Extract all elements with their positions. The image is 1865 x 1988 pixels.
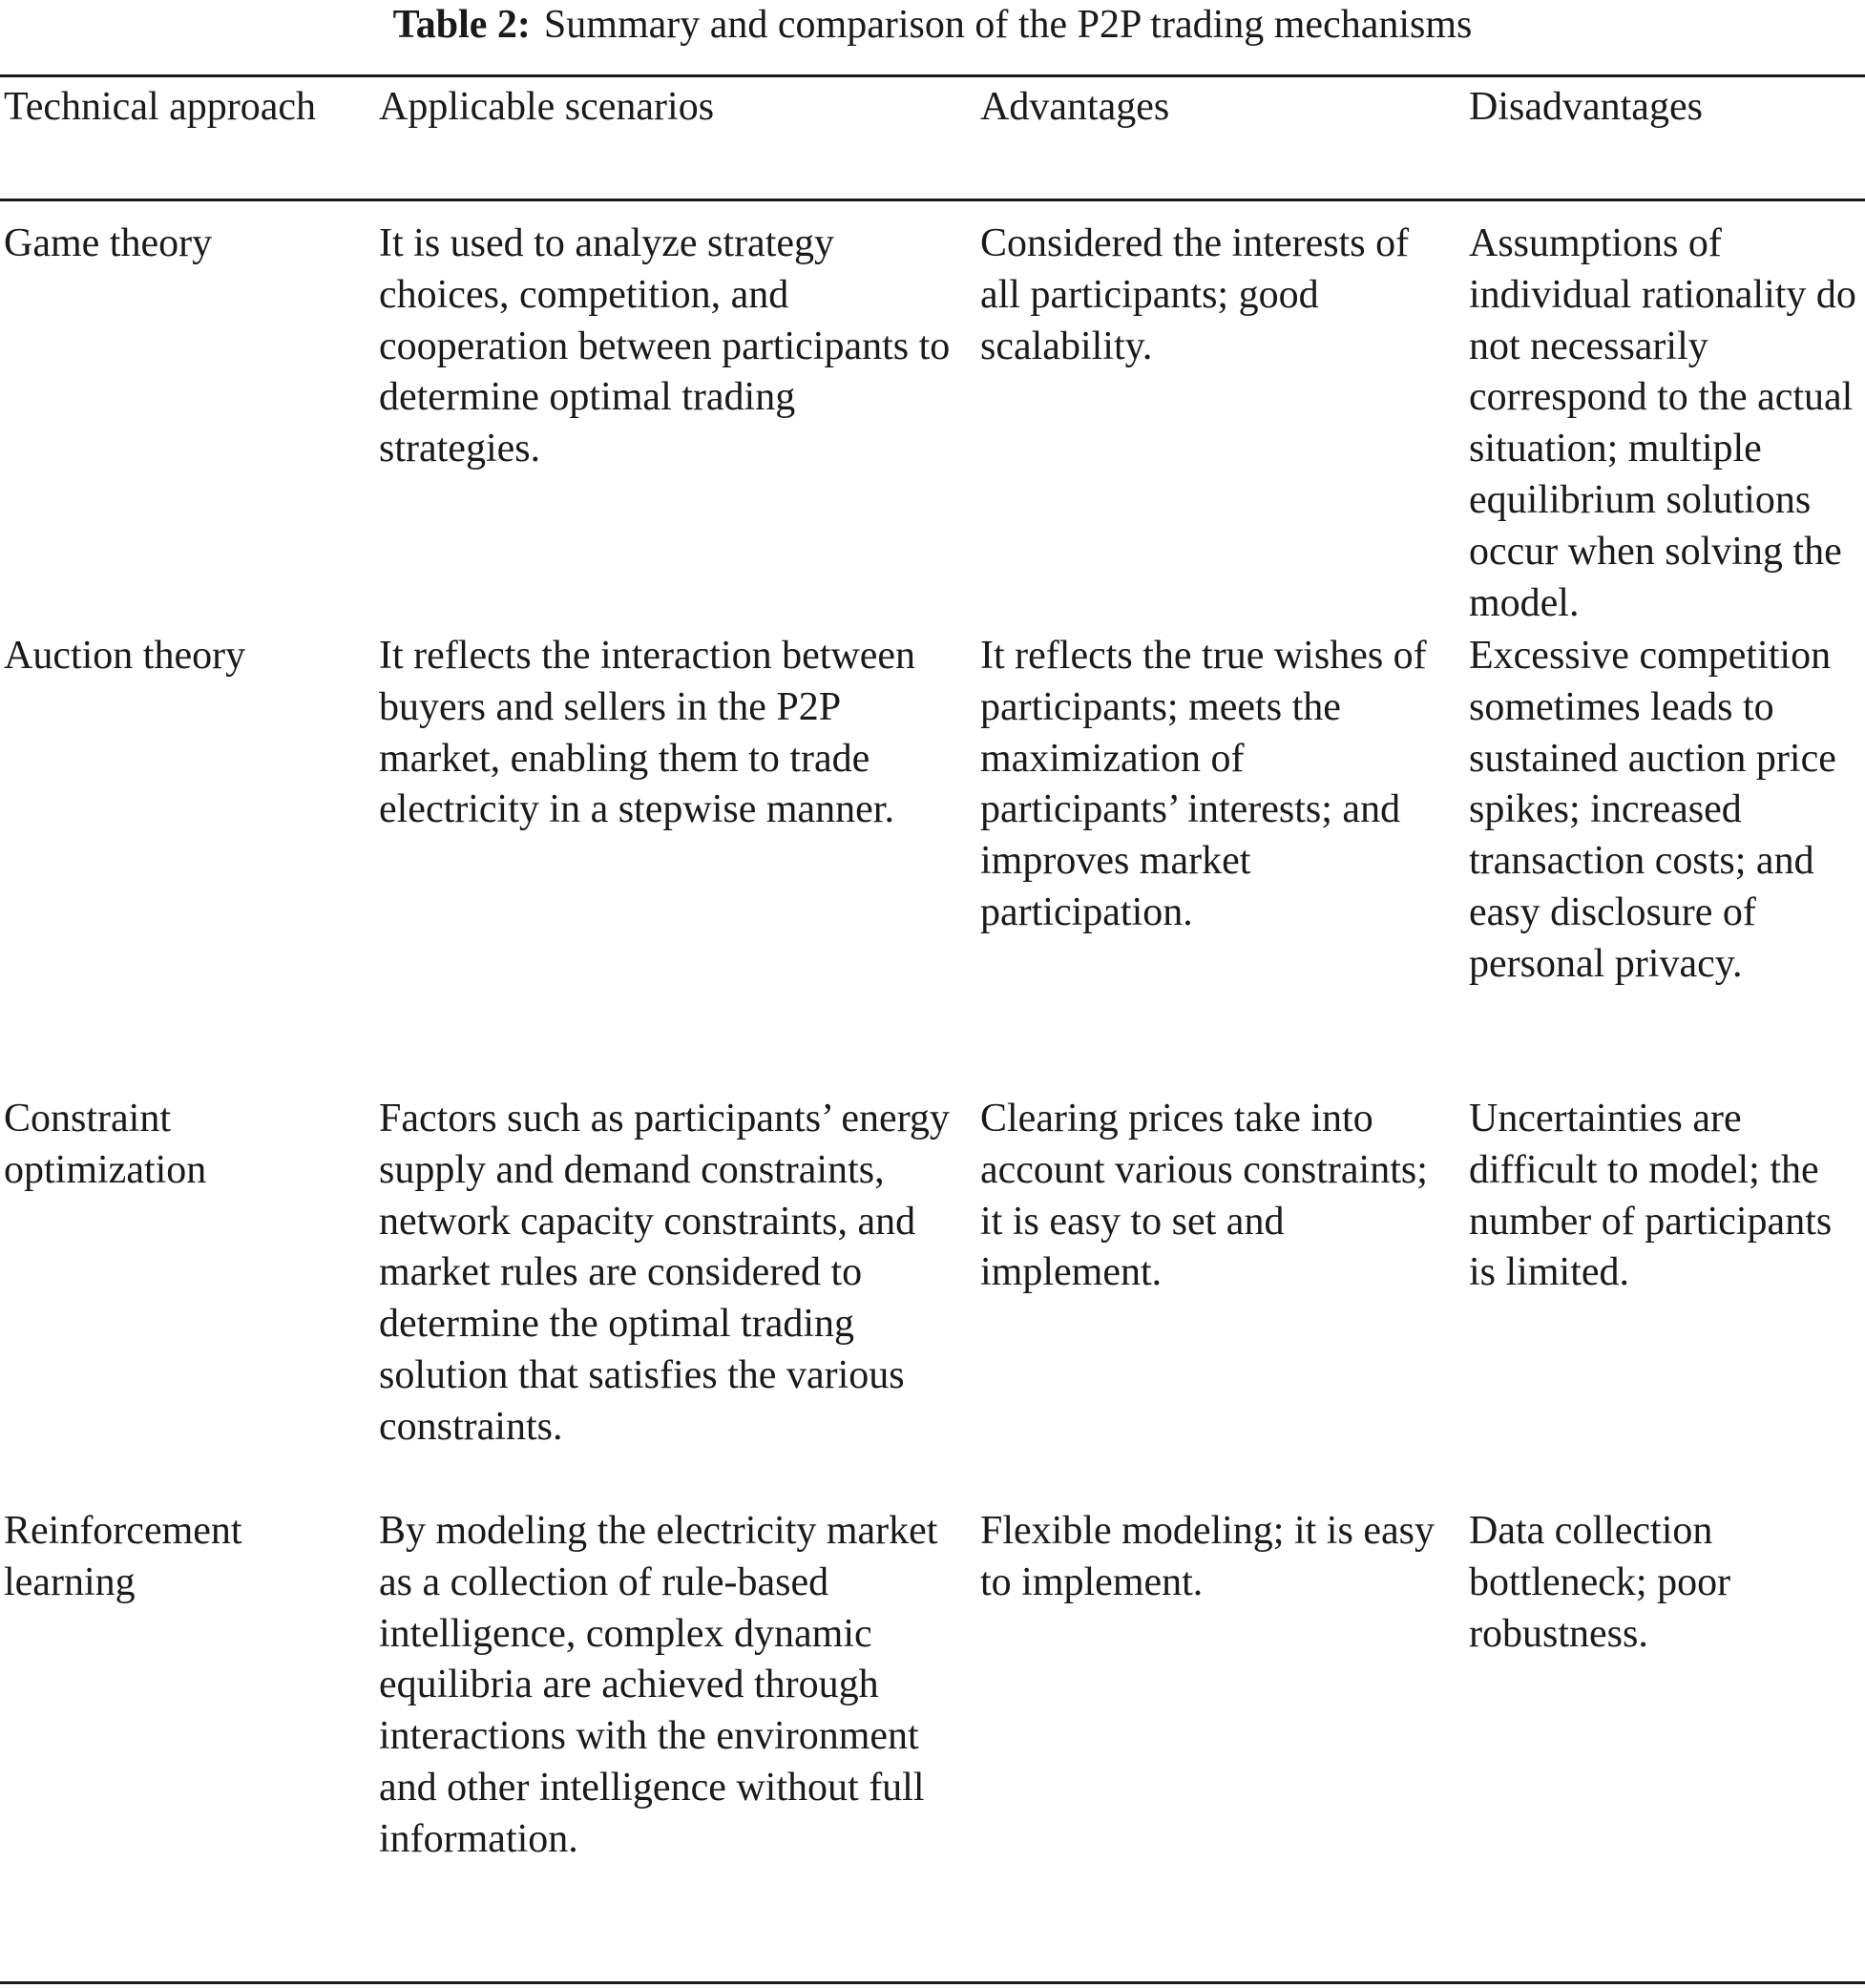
- header-applicable-scenarios: Applicable scenarios: [379, 85, 715, 129]
- header-advantages: Advantages: [980, 85, 1170, 129]
- row-game-theory-advantages: Considered the interests of all participants; good scalability.: [980, 221, 1410, 368]
- row-game-theory-approach: Game theory: [4, 221, 213, 265]
- row-constraint-optimization-approach: Constraint optimization: [4, 1097, 207, 1192]
- header-technical-approach: Technical approach: [4, 85, 317, 129]
- table-top-rule: [0, 74, 1865, 77]
- row-game-theory-scenarios: It is used to analyze strategy choices, competition, and cooperation between participants to determine optimal trading strategies.: [379, 221, 951, 471]
- header-disadvantages: Disadvantages: [1469, 85, 1703, 129]
- row-constraint-optimization-scenarios: Factors such as participants’ energy supply and demand constraints, network capacity constraints, and market rules are considered to determine the optimal trading solution that satisfies the various constraints.: [379, 1097, 950, 1449]
- row-game-theory-disadvantages: Assumptions of individual rationality do not necessarily correspond to the actual situation; multiple equilibrium solutions occur when solving the model.: [1469, 221, 1856, 625]
- row-constraint-optimization-disadvantages: Uncertainties are difficult to model; the number of participants is limited.: [1469, 1097, 1833, 1295]
- row-auction-theory-scenarios: It reflects the interaction between buyers and sellers in the P2P market, enabling them to trade electricity in a stepwise manner.: [379, 634, 916, 832]
- row-reinforcement-learning-disadvantages: Data collection bottleneck; poor robustness.: [1469, 1509, 1731, 1656]
- table-caption-text: Summary and comparison of the P2P trading mechanisms: [543, 3, 1473, 47]
- row-reinforcement-learning-scenarios: By modeling the electricity market as a collection of rule-based intelligence, complex dynamic equilibria are achieved through interactions with the environment and other intelligence without full information.: [379, 1509, 938, 1861]
- table-bottom-rule: [0, 1981, 1865, 1984]
- row-reinforcement-learning-advantages: Flexible modeling; it is easy to implement.: [980, 1509, 1435, 1604]
- row-reinforcement-learning-approach: Reinforcement learning: [4, 1509, 242, 1604]
- table-caption: [0, 2, 1865, 48]
- row-auction-theory-approach: Auction theory: [4, 634, 246, 678]
- row-constraint-optimization-advantages: Clearing prices take into account various constraints; it is easy to set and implement.: [980, 1097, 1428, 1295]
- row-auction-theory-disadvantages: Excessive competition sometimes leads to sustained auction price spikes; increased transaction costs; and easy disclosure of personal privacy.: [1469, 634, 1836, 986]
- table-caption-label: Table 2:: [392, 3, 531, 47]
- row-auction-theory-advantages: It reflects the true wishes of participants; meets the maximization of participants’ interests; and improves market participation.: [980, 634, 1427, 934]
- table-header-rule: [0, 199, 1865, 201]
